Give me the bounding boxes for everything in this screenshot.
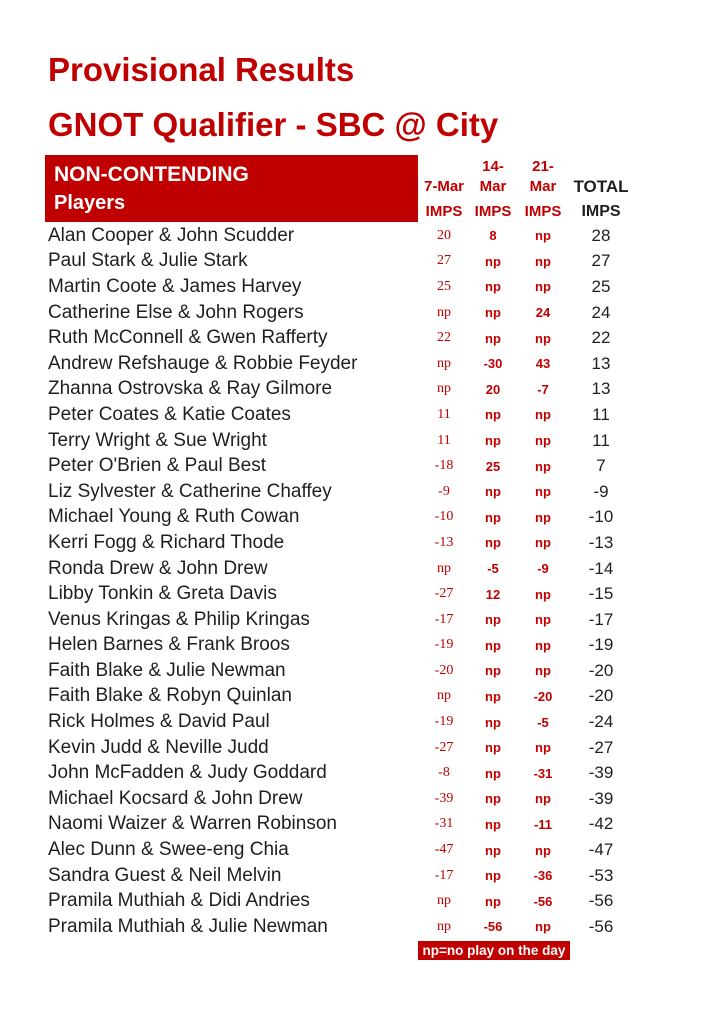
column-header-14mar-top: 14- [482,158,504,175]
table-row [45,914,632,940]
imps-21mar-cell: np [535,842,551,858]
imps-14mar-cell: np [485,330,501,346]
players-cell: Ruth McConnell & Gwen Rafferty [48,327,328,349]
imps-7mar-cell: 11 [437,432,451,448]
imps-14mar-cell: np [485,305,501,321]
imps-21mar-cell: np [535,740,551,756]
imps-7mar-cell: 27 [437,253,451,269]
players-cell: Faith Blake & Julie Newman [48,659,286,681]
imps-7mar-cell: 22 [437,330,451,346]
imps-total-cell: -27 [588,737,614,757]
players-cell: Pramila Muthiah & Didi Andries [48,890,310,912]
imps-21mar-cell: np [535,637,551,653]
imps-21mar-cell: np [535,791,551,807]
imps-21mar-cell: np [535,458,551,474]
players-cell: Michael Kocsard & John Drew [48,787,303,809]
imps-total-cell: -19 [588,635,614,655]
table-row [45,402,632,428]
imps-7mar-cell: np [437,381,451,397]
imps-7mar-cell: np [437,918,451,934]
banner-line2: Players [54,192,126,214]
imps-7mar-cell: -13 [434,534,454,550]
column-header-total-label: TOTAL [573,177,629,196]
imps-21mar-cell: np [535,407,551,423]
imps-21mar-cell: -5 [537,714,549,730]
imps-14mar-cell: -56 [483,919,503,935]
imps-7mar-cell: 25 [437,278,451,294]
imps-14mar-cell: np [485,433,501,449]
table-row [45,325,632,351]
imps-7mar-cell: -47 [434,842,454,858]
imps-21mar-cell: np [535,330,551,346]
imps-7mar-cell: -8 [438,765,450,781]
imps-7mar-cell: -19 [434,714,454,730]
imps-total-cell: -10 [588,507,614,527]
imps-21mar-cell: -11 [533,816,553,832]
players-cell: Zhanna Ostrovska & Ray Gilmore [48,378,333,400]
imps-7mar-cell: np [437,893,451,909]
column-header-21mar [516,155,570,222]
imps-14mar-cell: np [485,663,501,679]
imps-total-cell: 24 [591,302,611,322]
column-header-14mar [470,155,516,222]
imps-total-cell: 22 [591,328,611,348]
imps-total-cell: -42 [588,814,614,834]
players-cell: Libby Tonkin & Greta Davis [48,583,277,605]
players-cell: Pramila Muthiah & Julie Newman [48,915,328,937]
column-header-21mar-top: 21- [532,158,554,175]
players-cell: Rick Holmes & David Paul [48,711,270,733]
imps-21mar-cell: np [535,228,551,244]
players-cell: Venus Kringas & Philip Kringas [48,608,310,630]
imps-total-cell: -56 [588,916,614,936]
imps-14mar-cell: np [485,868,501,884]
column-header-7mar [418,155,470,222]
table-row [45,274,632,300]
imps-21mar-cell: -31 [533,765,553,781]
imps-14mar-cell: np [485,893,501,909]
imps-total-cell: -56 [588,891,614,911]
table-row [45,505,632,531]
table-row [45,223,632,249]
players-cell: Peter O'Brien & Paul Best [48,455,267,477]
players-cell: Paul Stark & Julie Stark [48,250,248,272]
table-row [45,633,632,659]
imps-total-cell: -9 [593,481,609,501]
imps-14mar-cell: np [485,253,501,269]
table-row [45,581,632,607]
players-cell: Helen Barnes & Frank Broos [48,634,290,656]
imps-21mar-cell: 43 [535,356,551,372]
table-row [45,812,632,838]
table-row [45,428,632,454]
imps-7mar-cell: -20 [434,662,454,678]
imps-14mar-cell: np [485,407,501,423]
imps-14mar-cell: 20 [485,381,501,397]
column-header-7mar-imps: IMPS [425,203,463,220]
imps-7mar-cell: -17 [434,611,454,627]
table-row [45,684,632,710]
imps-total-cell: -24 [588,712,614,732]
imps-21mar-cell: np [535,484,551,500]
imps-21mar-cell: np [535,612,551,628]
imps-total-cell: 11 [592,404,610,424]
imps-21mar-cell: np [535,663,551,679]
imps-14mar-cell: np [485,484,501,500]
table-header-banner [45,155,418,222]
imps-7mar-cell: -18 [434,458,454,474]
column-header-14mar-date: Mar [479,178,507,195]
imps-7mar-cell: -27 [434,586,454,602]
imps-14mar-cell: np [485,791,501,807]
imps-7mar-cell: np [437,560,451,576]
imps-14mar-cell: np [485,842,501,858]
results-table-body [45,223,632,940]
imps-14mar-cell: np [485,612,501,628]
imps-14mar-cell: np [485,637,501,653]
players-cell: John McFadden & Judy Goddard [48,762,327,784]
imps-total-cell: -17 [588,609,614,629]
table-row [45,453,632,479]
table-row [45,300,632,326]
column-header-total-imps: IMPS [581,203,621,220]
page-title [48,42,498,152]
players-cell: Faith Blake & Robyn Quinlan [48,685,292,707]
banner-line1: NON-CONTENDING [54,163,249,186]
imps-21mar-cell: 24 [535,305,551,321]
imps-21mar-cell: np [535,919,551,935]
players-cell: Andrew Refshauge & Robbie Feyder [48,352,358,374]
imps-7mar-cell: -17 [434,867,454,883]
table-row [45,377,632,403]
table-row [45,760,632,786]
imps-21mar-cell: np [535,279,551,295]
table-row [45,863,632,889]
imps-14mar-cell: -5 [487,561,499,577]
table-row [45,837,632,863]
imps-21mar-cell: -7 [537,381,549,397]
imps-21mar-cell: -56 [533,893,553,909]
players-cell: Michael Young & Ruth Cowan [48,506,300,528]
players-cell: Kevin Judd & Neville Judd [48,736,269,758]
imps-21mar-cell: -36 [533,868,553,884]
page-title-line2: GNOT Qualifier - SBC @ City [48,106,499,143]
imps-14mar-cell: np [485,509,501,525]
table-row [45,709,632,735]
column-header-21mar-imps: IMPS [524,203,562,220]
imps-14mar-cell: np [485,535,501,551]
imps-14mar-cell: np [485,688,501,704]
imps-total-cell: -20 [588,686,614,706]
players-cell: Peter Coates & Katie Coates [48,403,291,425]
imps-7mar-cell: np [437,688,451,704]
imps-14mar-cell: 12 [485,586,501,602]
players-cell: Kerri Fogg & Richard Thode [48,531,285,553]
players-cell: Liz Sylvester & Catherine Chaffey [48,480,332,502]
table-row [45,556,632,582]
imps-total-cell: -15 [588,584,614,604]
table-row [45,479,632,505]
imps-14mar-cell: 25 [485,458,501,474]
players-cell: Ronda Drew & John Drew [48,557,268,579]
column-header-7mar-date: 7-Mar [423,178,464,195]
table-row [45,786,632,812]
players-cell: Naomi Waizer & Warren Robinson [48,813,337,835]
imps-14mar-cell: np [485,816,501,832]
imps-7mar-cell: -31 [434,816,454,832]
imps-14mar-cell: np [485,714,501,730]
table-row [45,351,632,377]
imps-total-cell: -39 [588,788,614,808]
players-cell: Alan Cooper & John Scudder [48,224,295,246]
page-title-line1: Provisional Results [48,51,355,88]
imps-total-cell: 11 [592,430,610,450]
imps-14mar-cell: np [485,279,501,295]
players-cell: Sandra Guest & Neil Melvin [48,864,282,886]
imps-7mar-cell: np [437,355,451,371]
imps-total-cell: -47 [588,840,614,860]
table-row [45,735,632,761]
table-header [45,155,632,222]
table-row [45,530,632,556]
imps-21mar-cell: np [535,509,551,525]
footnote-np-legend: np=no play on the day [418,941,570,960]
players-cell: Catherine Else & John Rogers [48,301,304,323]
imps-total-cell: 27 [591,251,611,271]
imps-total-cell: 13 [591,379,611,399]
imps-7mar-cell: np [437,304,451,320]
imps-total-cell: -53 [588,865,614,885]
column-header-14mar-imps: IMPS [474,203,512,220]
imps-7mar-cell: -9 [438,483,450,499]
column-header-21mar-date: Mar [529,178,557,195]
table-row [45,658,632,684]
imps-total-cell: 25 [591,276,611,296]
imps-21mar-cell: np [535,586,551,602]
imps-total-cell: 7 [596,456,606,476]
table-row [45,607,632,633]
imps-total-cell: -13 [588,532,614,552]
imps-14mar-cell: np [485,740,501,756]
imps-21mar-cell: -20 [533,688,553,704]
imps-21mar-cell: np [535,253,551,269]
table-row [45,249,632,275]
imps-21mar-cell: np [535,535,551,551]
imps-21mar-cell: np [535,433,551,449]
players-cell: Alec Dunn & Swee-eng Chia [48,839,289,861]
imps-7mar-cell: 11 [437,406,451,422]
imps-7mar-cell: -39 [434,790,454,806]
column-header-total [570,155,632,222]
imps-14mar-cell: np [485,765,501,781]
imps-total-cell: -39 [588,763,614,783]
imps-7mar-cell: -27 [434,739,454,755]
imps-7mar-cell: -19 [434,637,454,653]
imps-21mar-cell: -9 [537,561,549,577]
table-row [45,888,632,914]
imps-total-cell: 28 [591,225,611,245]
players-cell: Terry Wright & Sue Wright [48,429,267,451]
players-cell: Martin Coote & James Harvey [48,275,302,297]
imps-7mar-cell: -10 [434,509,454,525]
imps-total-cell: -14 [588,558,614,578]
imps-7mar-cell: 20 [437,227,451,243]
imps-total-cell: 13 [591,353,611,373]
imps-14mar-cell: 8 [489,228,497,244]
imps-total-cell: -20 [588,660,614,680]
imps-14mar-cell: -30 [483,356,503,372]
